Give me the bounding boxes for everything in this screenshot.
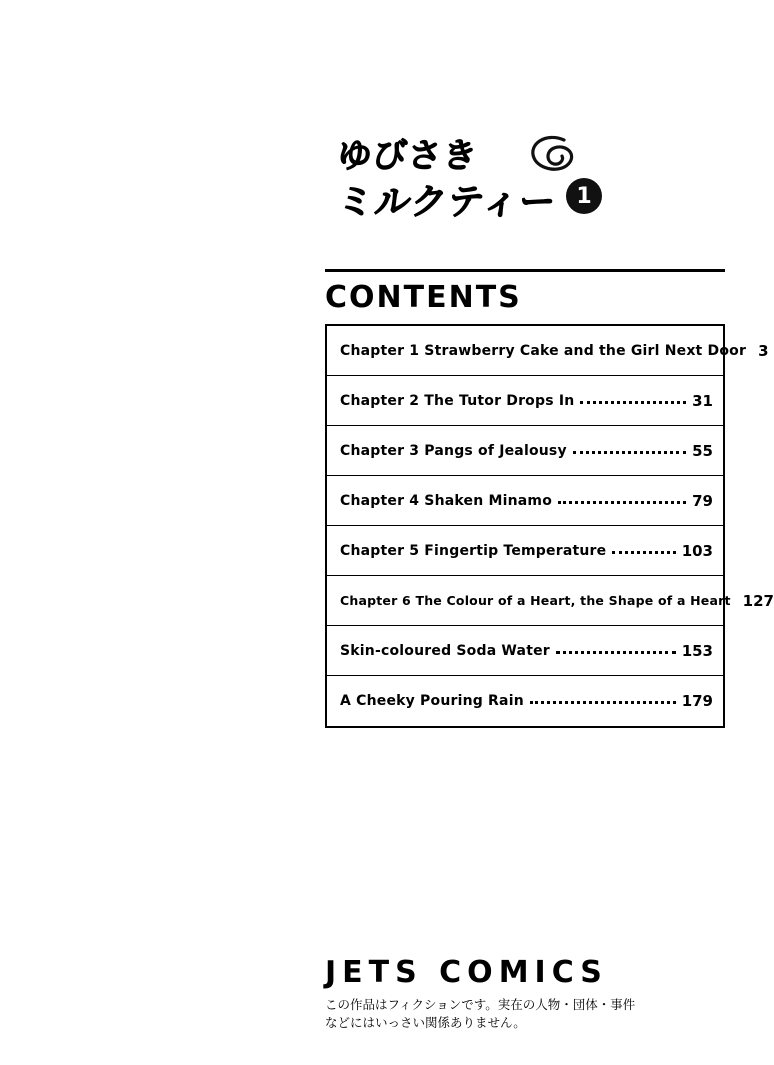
toc-leader-dots [612,544,675,558]
toc-entry-title: Chapter 2 The Tutor Drops In [340,392,575,409]
toc-entry-title: Chapter 3 Pangs of Jealousy [340,442,567,459]
toc-row[interactable] [327,676,723,726]
toc-entry-page: 3 [758,341,769,360]
imprint-logo: JETS COMICS [325,955,608,990]
toc-row[interactable] [327,526,723,576]
toc-row[interactable] [327,326,769,376]
toc-leader-dots [580,394,686,408]
spiral-swirl-icon [520,130,584,178]
toc-entry-title: Chapter 6 The Colour of a Heart, the Shape of a Heart [340,593,731,608]
toc-entry-title: Chapter 5 Fingertip Temperature [340,542,607,559]
title-logo-line-1: ゆびさき [335,136,480,176]
page-title: CONTENTS [325,269,725,315]
disclaimer-line-2: などにはいっさい関係ありません。 [325,1015,526,1031]
toc-leader-dots [556,644,676,658]
toc-row[interactable] [327,626,723,676]
volume-number-badge: 1 [566,178,602,214]
toc-entry-page: 31 [692,391,713,410]
toc-entry-page: 55 [692,441,713,460]
toc-entry-page: 127 [742,591,774,610]
disclaimer-text [325,996,715,1032]
toc-leader-dots [530,694,676,708]
toc-entry-title: Chapter 1 Strawberry Cake and the Girl Next Door [340,342,747,359]
toc-row[interactable] [327,376,723,426]
toc-entry-title: A Cheeky Pouring Rain [340,693,524,709]
toc-entry-title: Chapter 4 Shaken Minamo [340,492,553,509]
toc-row[interactable] [327,576,774,626]
toc-entry-page: 103 [681,541,713,560]
toc-entry-page: 79 [692,491,713,510]
toc-row[interactable] [327,476,723,526]
title-logo-line-2: ミルクティー [335,182,559,223]
toc-entry-title: Skin-coloured Soda Water [340,642,550,659]
toc-row[interactable] [327,426,723,476]
title-logo [330,126,630,256]
toc-leader-dots [558,494,686,508]
disclaimer-line-1: この作品はフィクションです。実在の人物・団体・事件 [325,997,636,1012]
toc-entry-page: 179 [681,692,713,710]
toc-entry-page: 153 [681,641,713,660]
toc-leader-dots [573,444,686,458]
table-of-contents [325,324,774,728]
